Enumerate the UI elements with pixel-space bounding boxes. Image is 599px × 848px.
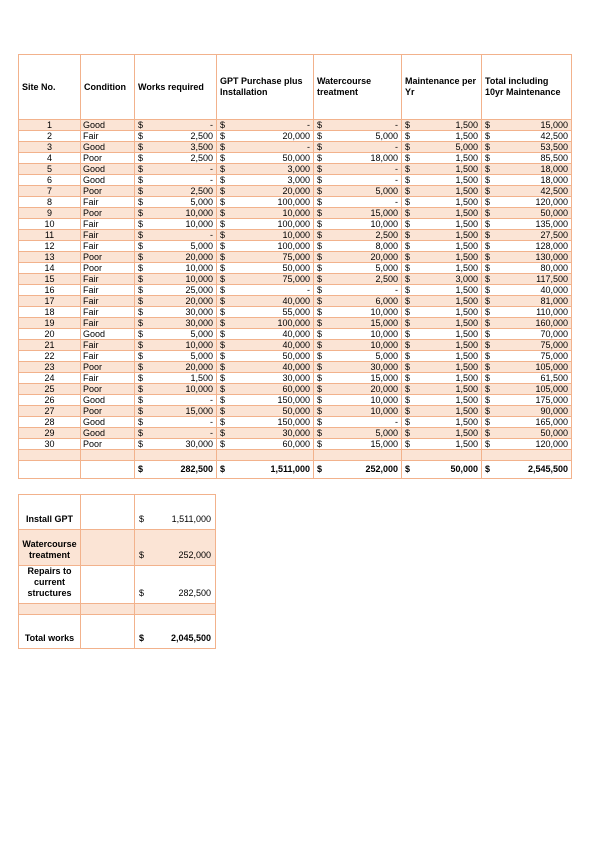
site-no-cell: 15 [19,274,81,285]
works-cell: $ 30,000 [135,318,217,329]
water-cell: $ 15,000 [314,373,402,384]
table-row [19,307,572,318]
maint-cell: $ 1,500 [402,406,482,417]
water-cell: $ - [314,164,402,175]
works-cell: $ 10,000 [135,274,217,285]
total-cell: $ 50,000 [482,428,572,439]
gpt-cell: $ 75,000 [217,274,314,285]
table-row [19,406,572,417]
table-row [19,351,572,362]
condition-cell: Fair [81,219,135,230]
site-no-cell: 28 [19,417,81,428]
water-cell: $ - [314,142,402,153]
summary-row-install-gpt [19,495,216,530]
gpt-cell: $ 50,000 [217,263,314,274]
table-row [19,230,572,241]
summary-row-repairs [19,566,216,604]
condition-cell: Fair [81,241,135,252]
maint-cell: $ 1,500 [402,175,482,186]
total-cell: $ 70,000 [482,329,572,340]
condition-cell: Poor [81,252,135,263]
condition-cell: Fair [81,230,135,241]
total-cell: $ 117,500 [482,274,572,285]
water-cell: $ 5,000 [314,131,402,142]
site-no-cell: 17 [19,296,81,307]
maint-cell: $ 1,500 [402,384,482,395]
works-cell: $ - [135,175,217,186]
works-cell: $ 5,000 [135,197,217,208]
total-cell: $ 110,000 [482,307,572,318]
condition-cell: Good [81,120,135,131]
works-cell: $ 20,000 [135,296,217,307]
total-cell: $ 15,000 [482,120,572,131]
total-cell: $ 128,000 [482,241,572,252]
works-cell: $ 2,500 [135,153,217,164]
condition-cell: Good [81,142,135,153]
water-cell: $ 10,000 [314,329,402,340]
gpt-cell: $ 150,000 [217,417,314,428]
condition-cell: Fair [81,351,135,362]
gpt-cell: $ 50,000 [217,153,314,164]
gpt-cell: $ 10,000 [217,230,314,241]
gpt-cell: $ 75,000 [217,252,314,263]
total-grand: $ 2,545,500 [482,461,572,479]
total-cell: $ 53,500 [482,142,572,153]
water-cell: $ 30,000 [314,362,402,373]
maint-cell: $ 5,000 [402,142,482,153]
condition-cell: Fair [81,285,135,296]
condition-cell: Fair [81,296,135,307]
gpt-cell: $ 60,000 [217,439,314,450]
maint-cell: $ 1,500 [402,252,482,263]
gpt-cell: $ 60,000 [217,384,314,395]
works-cell: $ 10,000 [135,208,217,219]
water-cell: $ 10,000 [314,340,402,351]
total-cell: $ 165,000 [482,417,572,428]
total-cell: $ 105,000 [482,384,572,395]
summary-value: $ 1,511,000 [135,495,216,530]
gpt-cell: $ 40,000 [217,362,314,373]
maint-cell: $ 1,500 [402,296,482,307]
gpt-cell: $ 50,000 [217,406,314,417]
condition-cell: Good [81,164,135,175]
summary-table [18,494,216,649]
condition-cell: Good [81,395,135,406]
table-row [19,417,572,428]
condition-cell: Fair [81,373,135,384]
table-row [19,329,572,340]
total-cell: $ 75,000 [482,340,572,351]
water-cell: $ 20,000 [314,252,402,263]
table-row [19,340,572,351]
total-cell: $ 61,500 [482,373,572,384]
water-cell: $ 15,000 [314,208,402,219]
maint-cell: $ 3,000 [402,274,482,285]
site-no-cell: 13 [19,252,81,263]
condition-cell: Fair [81,197,135,208]
works-cell: $ 5,000 [135,241,217,252]
condition-cell: Poor [81,384,135,395]
water-cell: $ 10,000 [314,406,402,417]
gpt-cell: $ - [217,142,314,153]
works-cell: $ 10,000 [135,384,217,395]
cost-table [18,54,572,479]
maint-cell: $ 1,500 [402,428,482,439]
gpt-cell: $ 100,000 [217,219,314,230]
gpt-cell: $ 40,000 [217,340,314,351]
maint-cell: $ 1,500 [402,208,482,219]
works-cell: $ 10,000 [135,263,217,274]
water-cell: $ 2,500 [314,230,402,241]
table-row [19,153,572,164]
water-cell: $ 20,000 [314,384,402,395]
water-cell: $ - [314,120,402,131]
water-cell: $ 15,000 [314,439,402,450]
water-cell: $ - [314,175,402,186]
gpt-cell: $ 3,000 [217,164,314,175]
maint-cell: $ 1,500 [402,153,482,164]
total-cell: $ 120,000 [482,197,572,208]
header-row [19,55,572,120]
site-no-cell: 6 [19,175,81,186]
total-cell: $ 27,500 [482,230,572,241]
condition-cell: Fair [81,307,135,318]
summary-row-total-works [19,615,216,649]
total-cell: $ 160,000 [482,318,572,329]
site-no-cell: 19 [19,318,81,329]
maint-cell: $ 1,500 [402,164,482,175]
condition-cell: Fair [81,318,135,329]
works-cell: $ 10,000 [135,340,217,351]
site-no-cell: 2 [19,131,81,142]
site-no-cell: 12 [19,241,81,252]
condition-cell: Good [81,329,135,340]
header-site-no: Site No. [19,55,81,120]
summary-row-watercourse [19,530,216,566]
site-no-cell: 23 [19,362,81,373]
maint-cell: $ 1,500 [402,241,482,252]
table-row [19,263,572,274]
water-cell: $ - [314,285,402,296]
total-cell: $ 105,000 [482,362,572,373]
site-no-cell: 26 [19,395,81,406]
total-cell: $ 175,000 [482,395,572,406]
site-no-cell: 8 [19,197,81,208]
site-no-cell: 1 [19,120,81,131]
condition-cell: Fair [81,131,135,142]
header-works-required: Works required [135,55,217,120]
water-cell: $ 15,000 [314,318,402,329]
gpt-cell: $ 150,000 [217,395,314,406]
total-cell: $ 90,000 [482,406,572,417]
table-row [19,164,572,175]
totals-row [19,461,572,479]
table-row [19,186,572,197]
header-condition: Condition [81,55,135,120]
gpt-cell: $ 40,000 [217,296,314,307]
total-cell: $ 130,000 [482,252,572,263]
gpt-cell: $ - [217,285,314,296]
works-cell: $ 25,000 [135,285,217,296]
maint-cell: $ 1,500 [402,318,482,329]
water-cell: $ 5,000 [314,263,402,274]
condition-cell: Fair [81,340,135,351]
gpt-cell: $ 100,000 [217,197,314,208]
summary-label: Total works [19,615,81,649]
maint-cell: $ 1,500 [402,351,482,362]
water-cell: $ - [314,197,402,208]
gpt-cell: $ 10,000 [217,208,314,219]
header-watercourse-treatment: Watercourse treatment [314,55,402,120]
condition-cell: Poor [81,439,135,450]
gpt-cell: $ 55,000 [217,307,314,318]
total-cell: $ 40,000 [482,285,572,296]
works-cell: $ 15,000 [135,406,217,417]
site-no-cell: 14 [19,263,81,274]
works-cell: $ 5,000 [135,329,217,340]
works-cell: $ 20,000 [135,362,217,373]
water-cell: $ 8,000 [314,241,402,252]
maint-cell: $ 1,500 [402,186,482,197]
site-no-cell: 5 [19,164,81,175]
water-cell: $ 10,000 [314,307,402,318]
works-cell: $ 5,000 [135,351,217,362]
table-row [19,274,572,285]
gpt-cell: $ 30,000 [217,428,314,439]
water-cell: $ 5,000 [314,351,402,362]
site-no-cell: 10 [19,219,81,230]
gpt-cell: $ 40,000 [217,329,314,340]
water-cell: $ 10,000 [314,219,402,230]
table-row [19,252,572,263]
total-cell: $ 42,500 [482,131,572,142]
maint-cell: $ 1,500 [402,340,482,351]
summary-label: Install GPT [19,495,81,530]
table-row [19,241,572,252]
maint-cell: $ 1,500 [402,307,482,318]
condition-cell: Poor [81,406,135,417]
maint-cell: $ 1,500 [402,329,482,340]
works-cell: $ - [135,417,217,428]
condition-cell: Poor [81,208,135,219]
site-no-cell: 20 [19,329,81,340]
works-cell: $ - [135,120,217,131]
water-cell: $ 18,000 [314,153,402,164]
gpt-cell: $ 100,000 [217,241,314,252]
works-cell: $ - [135,230,217,241]
table-row [19,373,572,384]
table-row [19,208,572,219]
gpt-cell: $ 100,000 [217,318,314,329]
condition-cell: Poor [81,153,135,164]
maint-cell: $ 1,500 [402,120,482,131]
total-cell: $ 42,500 [482,186,572,197]
site-no-cell: 4 [19,153,81,164]
summary-value: $ 282,500 [135,566,216,604]
condition-cell: Poor [81,362,135,373]
condition-cell: Good [81,417,135,428]
total-cell: $ 80,000 [482,263,572,274]
gpt-cell: $ 50,000 [217,351,314,362]
summary-value: $ 2,045,500 [135,615,216,649]
table-row [19,384,572,395]
header-maintenance-per-yr: Maintenance per Yr [402,55,482,120]
table-row [19,362,572,373]
condition-cell: Poor [81,186,135,197]
site-no-cell: 7 [19,186,81,197]
table-row [19,395,572,406]
summary-label: Watercourse treatment [19,530,81,566]
works-cell: $ 20,000 [135,252,217,263]
site-no-cell: 11 [19,230,81,241]
total-cell: $ 120,000 [482,439,572,450]
gpt-cell: $ 30,000 [217,373,314,384]
water-cell: $ - [314,417,402,428]
summary-value: $ 252,000 [135,530,216,566]
gpt-cell: $ - [217,120,314,131]
water-cell: $ 2,500 [314,274,402,285]
site-no-cell: 27 [19,406,81,417]
total-works: $ 282,500 [135,461,217,479]
total-watercourse: $ 252,000 [314,461,402,479]
table-row [19,296,572,307]
maint-cell: $ 1,500 [402,197,482,208]
maint-cell: $ 1,500 [402,219,482,230]
works-cell: $ 2,500 [135,131,217,142]
maint-cell: $ 1,500 [402,373,482,384]
table-row [19,120,572,131]
site-no-cell: 16 [19,285,81,296]
works-cell: $ 3,500 [135,142,217,153]
gpt-cell: $ 3,000 [217,175,314,186]
total-cell: $ 50,000 [482,208,572,219]
total-cell: $ 18,000 [482,164,572,175]
total-gpt: $ 1,511,000 [217,461,314,479]
table-row [19,285,572,296]
total-cell: $ 81,000 [482,296,572,307]
works-cell: $ - [135,164,217,175]
blank-row [19,450,572,461]
works-cell: $ 30,000 [135,307,217,318]
summary-label: Repairs to current structures [19,566,81,604]
header-gpt-purchase: GPT Purchase plus Installation [217,55,314,120]
maint-cell: $ 1,500 [402,439,482,450]
site-no-cell: 9 [19,208,81,219]
table-row [19,175,572,186]
maint-cell: $ 1,500 [402,395,482,406]
table-row [19,219,572,230]
condition-cell: Fair [81,274,135,285]
site-no-cell: 18 [19,307,81,318]
works-cell: $ 2,500 [135,186,217,197]
maint-cell: $ 1,500 [402,230,482,241]
site-no-cell: 24 [19,373,81,384]
header-total-10yr: Total including 10yr Maintenance [482,55,572,120]
works-cell: $ - [135,428,217,439]
total-cell: $ 85,500 [482,153,572,164]
site-no-cell: 22 [19,351,81,362]
maint-cell: $ 1,500 [402,131,482,142]
water-cell: $ 10,000 [314,395,402,406]
gpt-cell: $ 20,000 [217,186,314,197]
total-cell: $ 18,000 [482,175,572,186]
condition-cell: Good [81,428,135,439]
water-cell: $ 5,000 [314,428,402,439]
works-cell: $ - [135,395,217,406]
table-row [19,428,572,439]
summary-spacer-row [19,604,216,615]
maint-cell: $ 1,500 [402,362,482,373]
total-cell: $ 135,000 [482,219,572,230]
table-row [19,439,572,450]
table-row [19,197,572,208]
site-no-cell: 30 [19,439,81,450]
gpt-cell: $ 20,000 [217,131,314,142]
site-no-cell: 29 [19,428,81,439]
water-cell: $ 6,000 [314,296,402,307]
water-cell: $ 5,000 [314,186,402,197]
works-cell: $ 30,000 [135,439,217,450]
table-row [19,318,572,329]
site-no-cell: 3 [19,142,81,153]
total-maintenance: $ 50,000 [402,461,482,479]
works-cell: $ 10,000 [135,219,217,230]
condition-cell: Good [81,175,135,186]
maint-cell: $ 1,500 [402,263,482,274]
maint-cell: $ 1,500 [402,417,482,428]
table-row [19,142,572,153]
works-cell: $ 1,500 [135,373,217,384]
condition-cell: Poor [81,263,135,274]
site-no-cell: 25 [19,384,81,395]
table-row [19,131,572,142]
maint-cell: $ 1,500 [402,285,482,296]
site-no-cell: 21 [19,340,81,351]
total-cell: $ 75,000 [482,351,572,362]
